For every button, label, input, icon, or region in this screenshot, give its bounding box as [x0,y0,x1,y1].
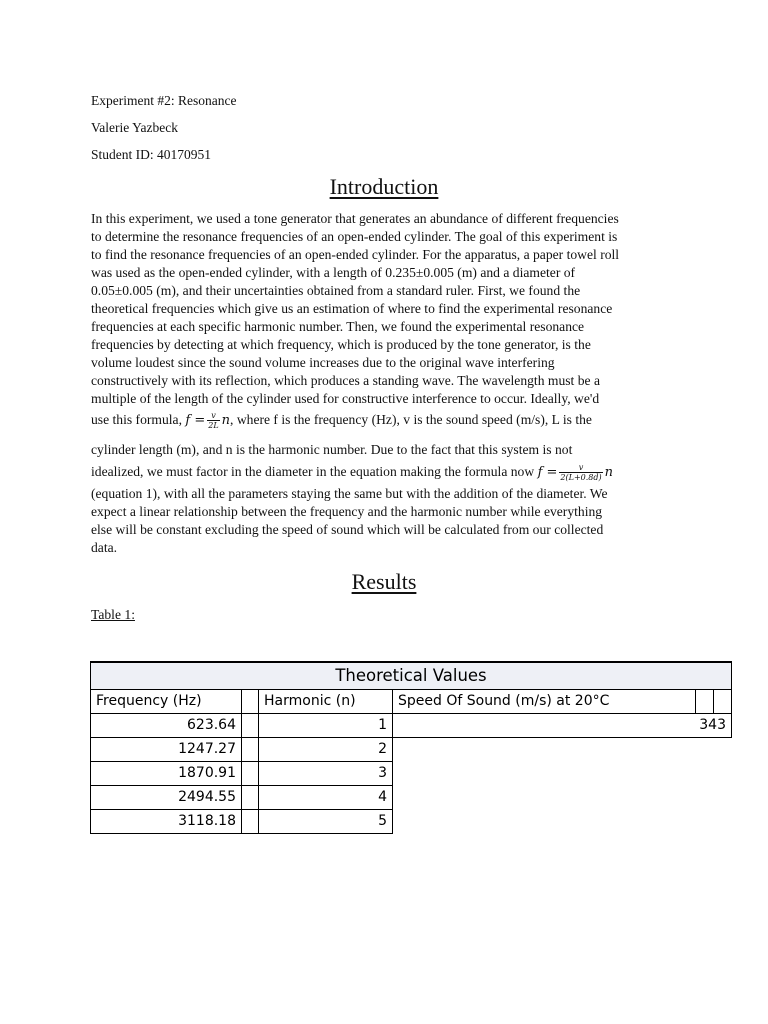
intro-line: cylinder length (m), and n is the harmonic number. Due to the fact that this system is not [91,442,573,457]
intro-line: to find the resonance frequencies of an open-ended cylinder. For the apparatus, a paper towel roll [91,247,620,262]
harmonic-cell: 2 [259,737,393,761]
table-title-row [91,662,732,689]
table-label: Table 1: [91,607,135,622]
theoretical-values-table [90,661,732,834]
intro-line: to determine the resonance frequencies of an open-ended cylinder. The goal of this experiment is [91,229,618,244]
frequency-cell: 1247.27 [91,737,242,761]
header-empty-cell [714,689,732,713]
blank-area [393,785,732,809]
harmonic-cell: 4 [259,785,393,809]
intro-line: volume loudest since the sound volume increases due to the original wave interfering [91,355,555,370]
introduction-paragraph [91,210,681,432]
table-row [91,785,732,809]
spacer-cell [242,737,259,761]
header-speed: Speed Of Sound (m/s) at 20°C [393,689,696,713]
frequency-cell: 623.64 [91,713,242,737]
blank-area [393,737,732,761]
intro-line: (equation 1), with all the parameters staying the same but with the addition of the diameter. We [91,486,608,501]
formula-line-2 [91,459,681,485]
formula-2-before: idealized, we must factor in the diameter in the equation making the formula now [91,464,535,479]
formula-1-denominator: 2L [208,421,219,431]
intro-line: expect a linear relationship between the frequency and the harmonic number while everything [91,504,603,519]
intro-line: data. [91,540,118,555]
speed-cell: 343 [393,713,732,737]
harmonic-cell: 1 [259,713,393,737]
table-row [91,737,732,761]
table-title: Theoretical Values [91,662,732,689]
blank-area [393,761,732,785]
experiment-title: Experiment #2: Resonance [91,93,237,108]
intro-line: was used as the open-ended cylinder, with a length of 0.235±0.005 (m) and a diameter of [91,265,576,280]
header-spacer-cell [242,689,259,713]
harmonic-cell: 3 [259,761,393,785]
introduction-paragraph-continued [91,441,681,557]
author-name: Valerie Yazbeck [91,120,178,135]
introduction-heading: Introduction [329,174,439,199]
formula-2-fraction [559,463,602,482]
harmonic-cell: 5 [259,809,393,833]
header-frequency: Frequency (Hz) [91,689,242,713]
formula-1-numerator: v [211,411,216,421]
intro-line: else will be constant excluding the speed of sound which will be calculated from our collected [91,522,604,537]
formula-1-rhs: n [221,413,231,428]
intro-line: constructively with its reflection, which produces a standing wave. The wavelength must be a [91,373,600,388]
formula-2-numerator: v [578,463,584,473]
intro-line: multiple of the length of the cylinder used for constructive interference to occur. Ideally, we'd [91,391,600,406]
intro-line: frequencies by detecting at which frequency, which is produced by the tone generator, is the [91,337,591,352]
blank-area [393,809,732,833]
table-header-row [91,689,732,713]
table-row [91,809,732,833]
intro-line: 0.05±0.005 (m), and their uncertainties obtained from a standard ruler. First, we found the [91,283,581,298]
spacer-cell [242,809,259,833]
spacer-cell [242,713,259,737]
frequency-cell: 1870.91 [91,761,242,785]
formula-line-1 [91,408,681,432]
intro-line: In this experiment, we used a tone generator that generates an abundance of different frequencies [91,211,619,226]
formula-2-denominator: 2(L+0.8d) [560,473,602,483]
formula-2-lhs: f = [537,465,558,480]
student-id: Student ID: 40170951 [91,147,211,162]
results-heading: Results [351,569,417,594]
intro-line: frequencies at each specific harmonic number. Then, we found the experimental resonance [91,319,585,334]
formula-2-rhs: n [604,465,613,480]
table-row [91,713,732,737]
formula-1-before: use this formula, [91,412,182,427]
formula-1-after: , where f is the frequency (Hz), v is the sound speed (m/s), L is the [230,412,592,427]
formula-1-fraction [207,411,219,430]
formula-1-lhs: f = [185,413,206,428]
spacer-cell [242,785,259,809]
intro-line: theoretical frequencies which give us an estimation of where to find the experimental resonance [91,301,613,316]
table-row [91,761,732,785]
header-empty-cell [696,689,714,713]
header-harmonic: Harmonic (n) [259,689,393,713]
spacer-cell [242,761,259,785]
frequency-cell: 3118.18 [91,809,242,833]
frequency-cell: 2494.55 [91,785,242,809]
